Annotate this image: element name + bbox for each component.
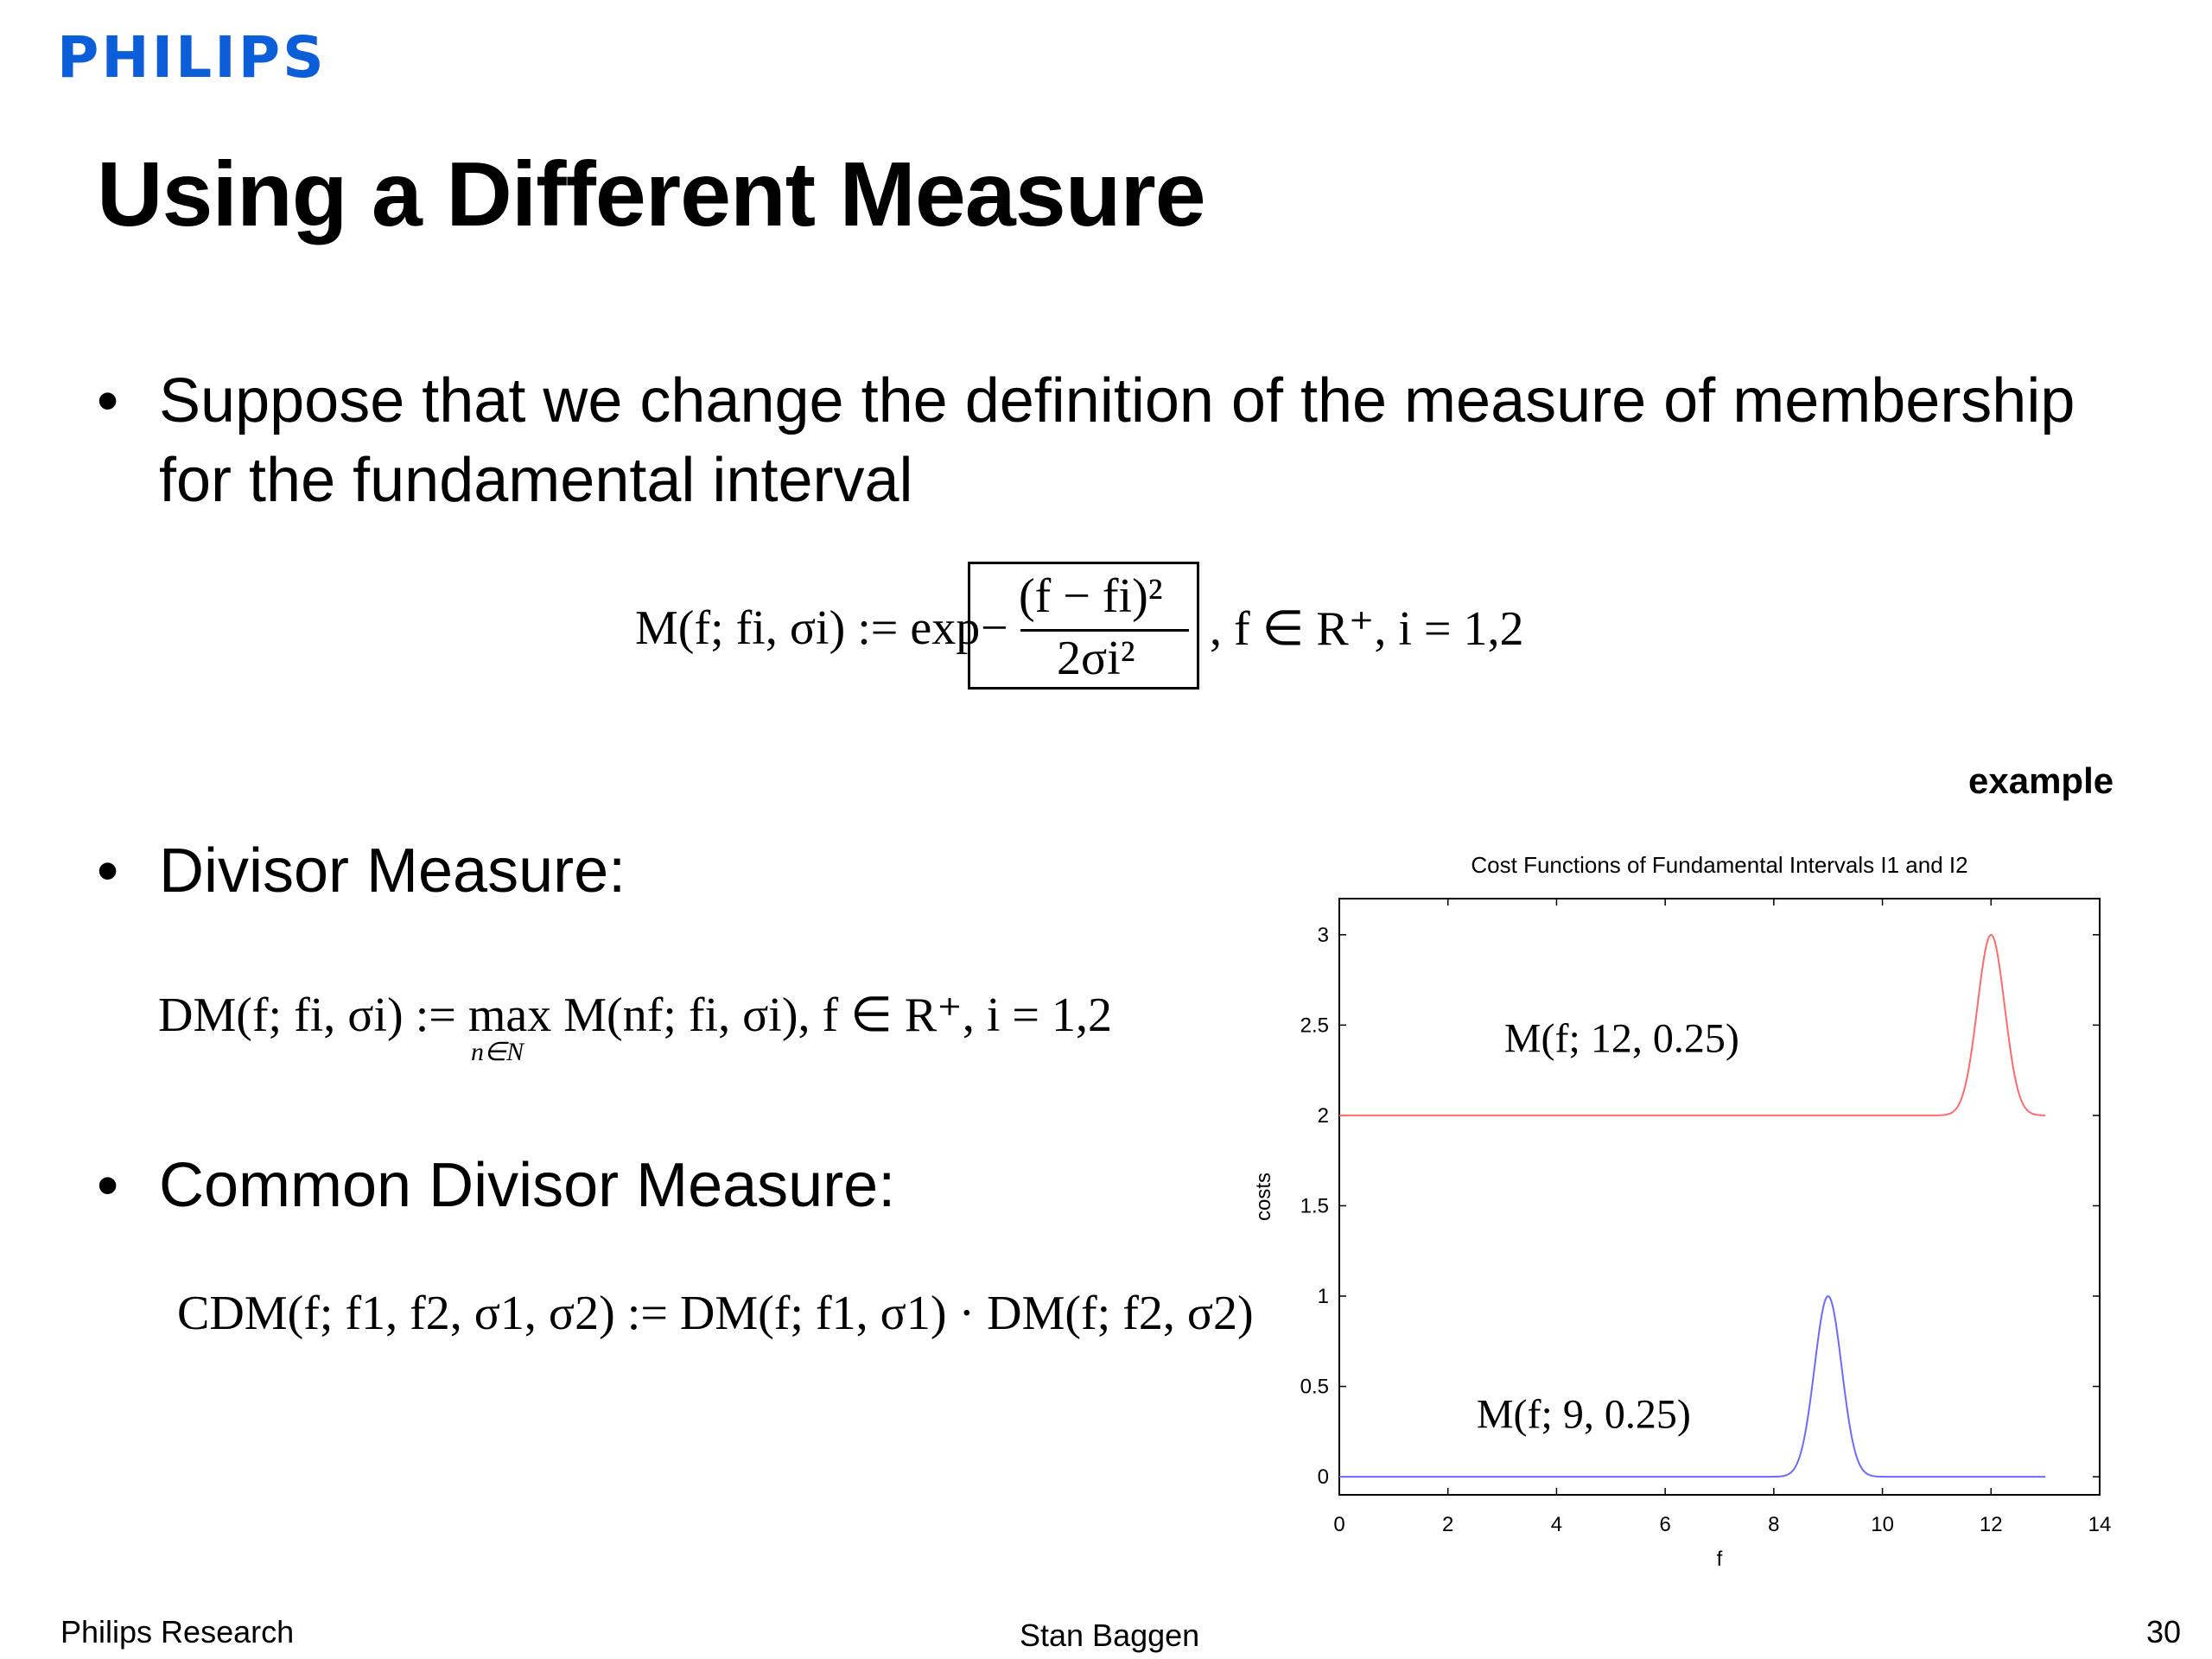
plot-frame — [1339, 899, 2100, 1495]
formula-lhs: M(f; fi, σi) := exp — [635, 601, 981, 655]
page-number: 30 — [2146, 1614, 2182, 1649]
x-tick-label: 14 — [2088, 1513, 2112, 1536]
y-tick-label: 0.5 — [1300, 1375, 1329, 1399]
y-axis-label: costs — [1252, 1172, 1275, 1222]
series-annotation-1: M(f; 12, 0.25) — [1503, 1015, 1739, 1062]
x-tick-label: 2 — [1442, 1513, 1454, 1536]
cost-function-chart — [1227, 830, 2143, 1573]
y-tick-label: 0 — [1317, 1465, 1329, 1490]
slide-title: Using a Different Measure — [97, 143, 1205, 245]
y-tick-label: 3 — [1317, 923, 1329, 947]
formula-denominator: 2σi² — [1057, 632, 1135, 685]
x-tick-label: 0 — [1333, 1513, 1345, 1536]
chart-title: Cost Functions of Fundamental Intervals I1 and I2 — [1471, 852, 1968, 878]
divisor-formula — [158, 987, 1112, 1066]
formula-bracket — [968, 562, 1199, 690]
x-tick-label: 8 — [1768, 1513, 1780, 1536]
y-tick-label: 2.5 — [1300, 1014, 1329, 1038]
bullet-marker: • — [97, 836, 119, 906]
bullet-marker: • — [97, 366, 119, 435]
footer-author: Stan Baggen — [1020, 1618, 1200, 1653]
y-tick-label: 1.5 — [1300, 1194, 1329, 1218]
series-line-2 — [1339, 1296, 2045, 1477]
y-tick-label: 1 — [1317, 1285, 1329, 1308]
footer-organization: Philips Research — [60, 1614, 295, 1649]
x-tick-label: 6 — [1659, 1513, 1671, 1536]
max-subscript: n∈N — [471, 1038, 524, 1066]
common-divisor-formula — [177, 1286, 1254, 1341]
bullet-text: Common Divisor Measure: — [159, 1151, 896, 1220]
bullet-text: Suppose that we change the definition of the measure of membership for the fundamental interval — [159, 366, 2075, 515]
y-tick-label: 2 — [1317, 1103, 1329, 1128]
formula-numerator: (f − fi)² — [1019, 569, 1163, 623]
bullet-marker: • — [97, 1151, 119, 1220]
formula-minus: − — [981, 601, 1008, 655]
philips-logo: PHILIPS — [57, 24, 327, 91]
series-annotation-2: M(f; 9, 0.25) — [1476, 1391, 1691, 1438]
example-label: example — [1968, 760, 2114, 801]
x-tick-label: 10 — [1871, 1513, 1894, 1536]
common-divisor-expression: CDM(f; f1, f2, σ1, σ2) := DM(f; f1, σ1) · DM(f; f2, σ2) — [177, 1287, 1254, 1340]
x-tick-label: 4 — [1550, 1513, 1563, 1536]
formula-rhs: , f ∈ R⁺, i = 1,2 — [1210, 602, 1524, 656]
divisor-expression: DM(f; fi, σi) := max M(nf; fi, σi), f ∈ R⁺, i = 1,2 — [158, 988, 1112, 1042]
bullet-text: Divisor Measure: — [159, 836, 626, 906]
x-tick-label: 12 — [1979, 1513, 2003, 1536]
x-axis-label: f — [1716, 1548, 1723, 1571]
